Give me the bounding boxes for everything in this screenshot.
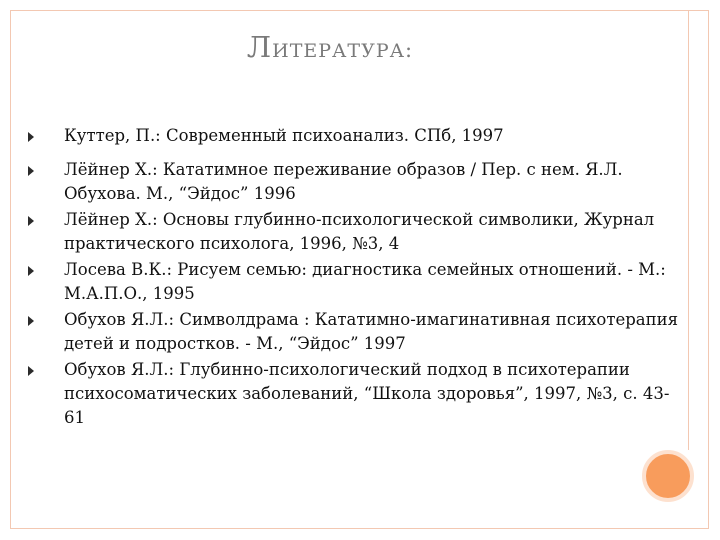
slide-title [0,30,660,64]
bullet-arrow-icon [28,266,34,276]
list-item [28,124,688,148]
reference-text: Обухов Я.Л.: Глубинно-психологический подход в психотерапии психосоматических заболеваний, “Школа здоровья”, 1997, №3, с. 43-61 [64,360,670,427]
reference-text: Обухов Я.Л.: Символдрама : Кататимно-имагинативная психотерапия детей и подростков. - М., “Эйдос” 1997 [64,310,679,353]
bullet-arrow-icon [28,166,34,176]
decorative-circle [642,450,694,502]
list-item [28,158,624,206]
title-colon: : [405,38,414,62]
reference-text: Куттер, П.: Современный психоанализ. СПб, 1997 [64,126,504,145]
reference-text: Лосева В.К.: Рисуем семью: диагностика семейных отношений. - М.: М.А.П.О., 1995 [64,260,666,303]
frame-inner-line [688,10,689,450]
bullet-arrow-icon [28,132,34,142]
list-item [28,208,688,256]
bullet-arrow-icon [28,366,34,376]
title-rest: ИТЕРАТУРА [272,40,405,62]
reference-text: Лёйнер Х.: Кататимное переживание образов / Пер. с нем. Я.Л. Обухова. М., “Эйдос” 1996 [64,160,623,203]
reference-list [28,124,688,432]
list-item [28,358,688,430]
list-item [28,308,688,356]
bullet-arrow-icon [28,316,34,326]
title-first-letter: Л [246,30,273,64]
bullet-arrow-icon [28,216,34,226]
reference-text: Лёйнер Х.: Основы глубинно-психологической символики, Журнал практического психолога, 1996, №3, 4 [64,210,655,253]
list-item [28,258,688,306]
